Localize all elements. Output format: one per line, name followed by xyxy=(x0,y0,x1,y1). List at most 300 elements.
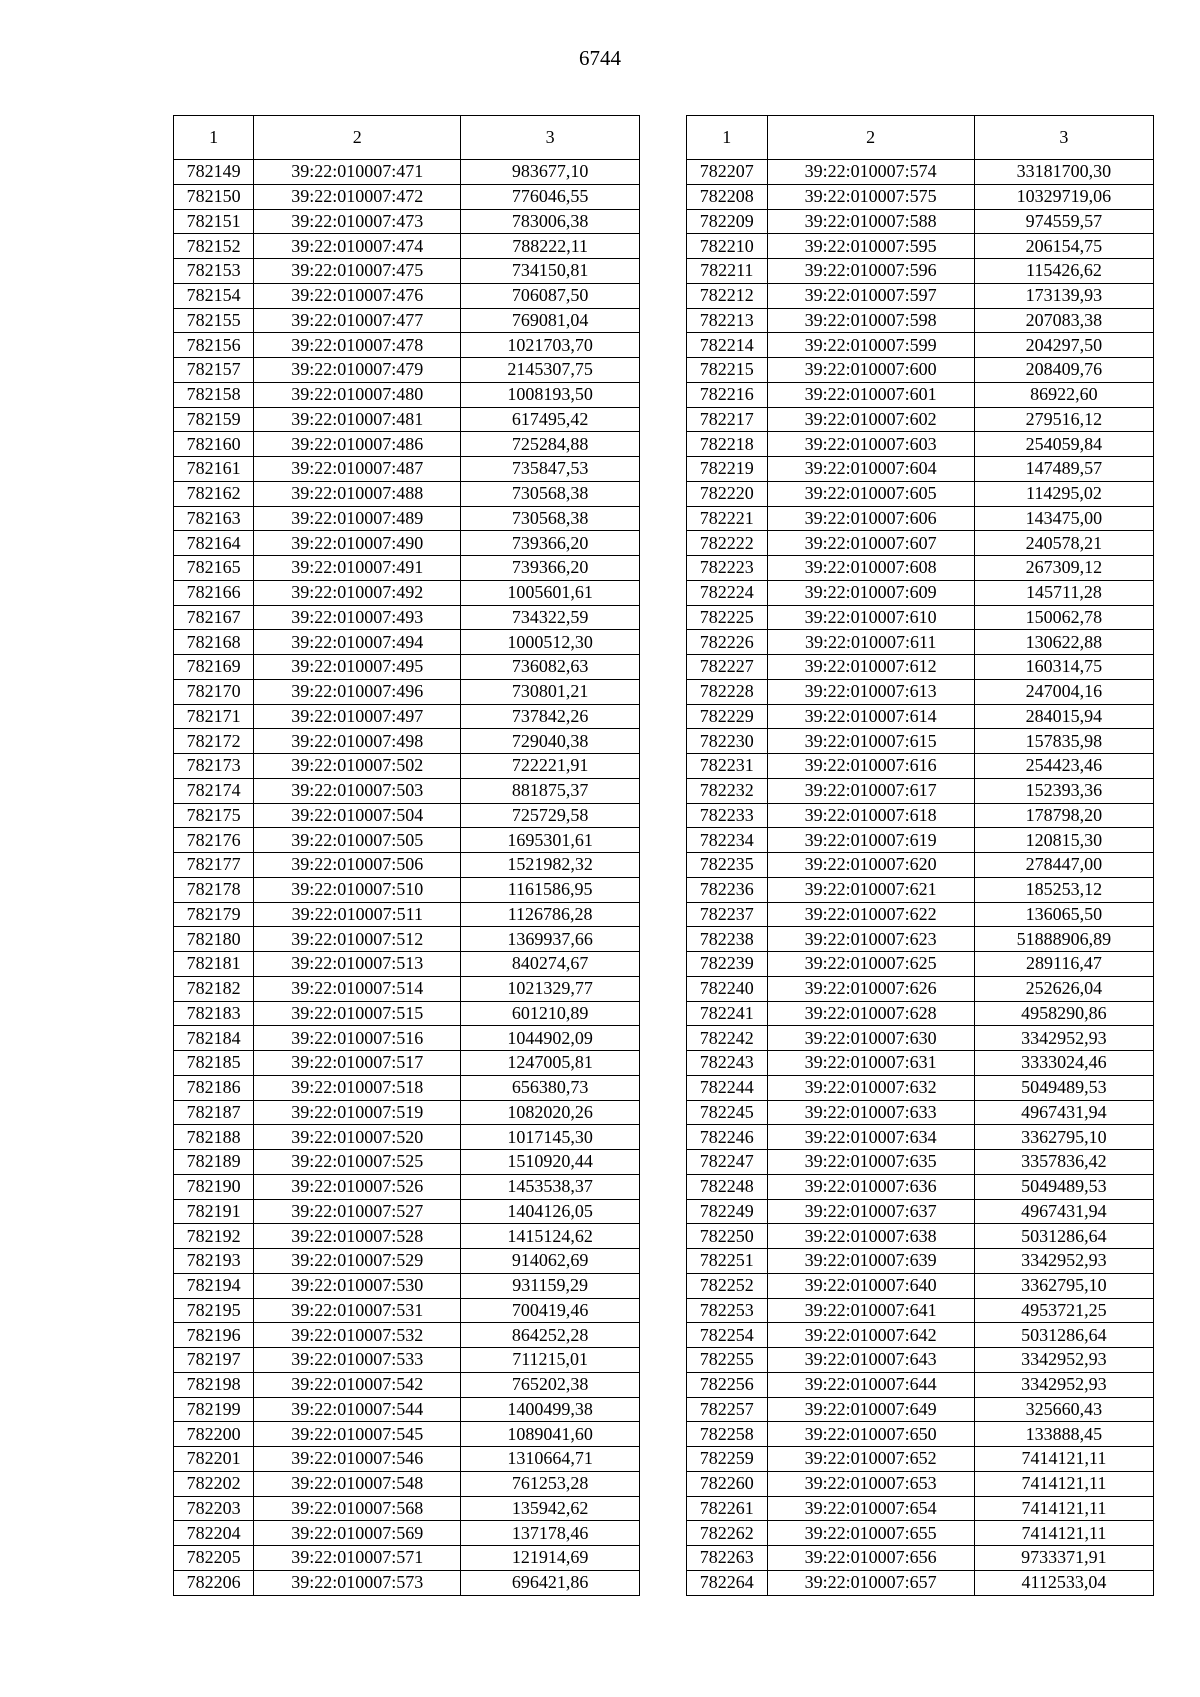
table-row xyxy=(174,481,640,506)
row-number-cell: 782256 xyxy=(687,1372,768,1397)
column-header: 3 xyxy=(974,116,1153,160)
value-cell: 3362795,10 xyxy=(974,1125,1153,1150)
table-row xyxy=(687,1372,1154,1397)
table-body xyxy=(174,160,640,1596)
row-number-cell: 782236 xyxy=(687,877,768,902)
value-cell: 254423,46 xyxy=(974,754,1153,779)
cadastral-number-cell: 39:22:010007:511 xyxy=(254,902,461,927)
value-cell: 185253,12 xyxy=(974,877,1153,902)
cadastral-number-cell: 39:22:010007:520 xyxy=(254,1125,461,1150)
table-row xyxy=(174,902,640,927)
row-number-cell: 782239 xyxy=(687,952,768,977)
row-number-cell: 782242 xyxy=(687,1026,768,1051)
row-number-cell: 782201 xyxy=(174,1447,254,1472)
row-number-cell: 782214 xyxy=(687,333,768,358)
value-cell: 4958290,86 xyxy=(974,1001,1153,1026)
row-number-cell: 782238 xyxy=(687,927,768,952)
cadastral-number-cell: 39:22:010007:514 xyxy=(254,976,461,1001)
column-header: 1 xyxy=(687,116,768,160)
cadastral-number-cell: 39:22:010007:575 xyxy=(767,184,974,209)
table-row xyxy=(687,1150,1154,1175)
row-number-cell: 782167 xyxy=(174,605,254,630)
row-number-cell: 782162 xyxy=(174,481,254,506)
row-number-cell: 782173 xyxy=(174,754,254,779)
value-cell: 735847,53 xyxy=(461,457,640,482)
row-number-cell: 782211 xyxy=(687,259,768,284)
table-row xyxy=(174,1372,640,1397)
value-cell: 137178,46 xyxy=(461,1521,640,1546)
value-cell: 204297,50 xyxy=(974,333,1153,358)
cadastral-number-cell: 39:22:010007:606 xyxy=(767,506,974,531)
value-cell: 730568,38 xyxy=(461,481,640,506)
table-row xyxy=(174,1273,640,1298)
value-cell: 736082,63 xyxy=(461,655,640,680)
row-number-cell: 782227 xyxy=(687,655,768,680)
table-row xyxy=(174,358,640,383)
table-row xyxy=(174,1199,640,1224)
value-cell: 739366,20 xyxy=(461,531,640,556)
value-cell: 9733371,91 xyxy=(974,1546,1153,1571)
table-row xyxy=(174,679,640,704)
cadastral-number-cell: 39:22:010007:596 xyxy=(767,259,974,284)
value-cell: 136065,50 xyxy=(974,902,1153,927)
value-cell: 7414121,11 xyxy=(974,1521,1153,1546)
value-cell: 5049489,53 xyxy=(974,1174,1153,1199)
table-row xyxy=(687,1125,1154,1150)
row-number-cell: 782229 xyxy=(687,704,768,729)
cadastral-number-cell: 39:22:010007:614 xyxy=(767,704,974,729)
table-row xyxy=(174,1323,640,1348)
table-header-row xyxy=(687,116,1154,160)
table-row xyxy=(687,1026,1154,1051)
cadastral-number-cell: 39:22:010007:619 xyxy=(767,828,974,853)
row-number-cell: 782264 xyxy=(687,1570,768,1595)
row-number-cell: 782261 xyxy=(687,1496,768,1521)
cadastral-number-cell: 39:22:010007:487 xyxy=(254,457,461,482)
row-number-cell: 782257 xyxy=(687,1397,768,1422)
value-cell: 3342952,93 xyxy=(974,1348,1153,1373)
value-cell: 1695301,61 xyxy=(461,828,640,853)
table-row xyxy=(174,1249,640,1274)
row-number-cell: 782235 xyxy=(687,853,768,878)
table-row xyxy=(174,828,640,853)
table-row xyxy=(687,160,1154,185)
cadastral-number-cell: 39:22:010007:517 xyxy=(254,1051,461,1076)
value-cell: 617495,42 xyxy=(461,407,640,432)
cadastral-number-cell: 39:22:010007:611 xyxy=(767,630,974,655)
cadastral-number-cell: 39:22:010007:525 xyxy=(254,1150,461,1175)
row-number-cell: 782172 xyxy=(174,729,254,754)
cadastral-number-cell: 39:22:010007:637 xyxy=(767,1199,974,1224)
row-number-cell: 782217 xyxy=(687,407,768,432)
cadastral-number-cell: 39:22:010007:631 xyxy=(767,1051,974,1076)
cadastral-number-cell: 39:22:010007:635 xyxy=(767,1150,974,1175)
cadastral-number-cell: 39:22:010007:650 xyxy=(767,1422,974,1447)
row-number-cell: 782191 xyxy=(174,1199,254,1224)
cadastral-number-cell: 39:22:010007:574 xyxy=(767,160,974,185)
row-number-cell: 782260 xyxy=(687,1471,768,1496)
row-number-cell: 782224 xyxy=(687,580,768,605)
row-number-cell: 782151 xyxy=(174,209,254,234)
column-header: 1 xyxy=(174,116,254,160)
value-cell: 173139,93 xyxy=(974,283,1153,308)
cadastral-number-cell: 39:22:010007:479 xyxy=(254,358,461,383)
row-number-cell: 782188 xyxy=(174,1125,254,1150)
cadastral-number-cell: 39:22:010007:621 xyxy=(767,877,974,902)
cadastral-number-cell: 39:22:010007:652 xyxy=(767,1447,974,1472)
cadastral-number-cell: 39:22:010007:486 xyxy=(254,432,461,457)
table-row xyxy=(174,952,640,977)
value-cell: 115426,62 xyxy=(974,259,1153,284)
value-cell: 656380,73 xyxy=(461,1075,640,1100)
value-cell: 289116,47 xyxy=(974,952,1153,977)
value-cell: 983677,10 xyxy=(461,160,640,185)
table-row xyxy=(687,1174,1154,1199)
table-body xyxy=(687,160,1154,1596)
table-row xyxy=(687,407,1154,432)
value-cell: 1369937,66 xyxy=(461,927,640,952)
row-number-cell: 782225 xyxy=(687,605,768,630)
cadastral-number-cell: 39:22:010007:655 xyxy=(767,1521,974,1546)
cadastral-number-cell: 39:22:010007:641 xyxy=(767,1298,974,1323)
value-cell: 1005601,61 xyxy=(461,580,640,605)
table-row xyxy=(174,234,640,259)
row-number-cell: 782244 xyxy=(687,1075,768,1100)
value-cell: 279516,12 xyxy=(974,407,1153,432)
cadastral-number-cell: 39:22:010007:595 xyxy=(767,234,974,259)
cadastral-number-cell: 39:22:010007:632 xyxy=(767,1075,974,1100)
value-cell: 1521982,32 xyxy=(461,853,640,878)
row-number-cell: 782190 xyxy=(174,1174,254,1199)
row-number-cell: 782169 xyxy=(174,655,254,680)
row-number-cell: 782189 xyxy=(174,1150,254,1175)
table-row xyxy=(687,1570,1154,1595)
value-cell: 152393,36 xyxy=(974,778,1153,803)
row-number-cell: 782263 xyxy=(687,1546,768,1571)
value-cell: 706087,50 xyxy=(461,283,640,308)
value-cell: 10329719,06 xyxy=(974,184,1153,209)
cadastral-number-cell: 39:22:010007:642 xyxy=(767,1323,974,1348)
value-cell: 4967431,94 xyxy=(974,1100,1153,1125)
value-cell: 160314,75 xyxy=(974,655,1153,680)
value-cell: 739366,20 xyxy=(461,556,640,581)
cadastral-number-cell: 39:22:010007:643 xyxy=(767,1348,974,1373)
cadastral-number-cell: 39:22:010007:526 xyxy=(254,1174,461,1199)
value-cell: 761253,28 xyxy=(461,1471,640,1496)
table-row xyxy=(687,655,1154,680)
row-number-cell: 782163 xyxy=(174,506,254,531)
row-number-cell: 782210 xyxy=(687,234,768,259)
cadastral-number-cell: 39:22:010007:532 xyxy=(254,1323,461,1348)
cadastral-number-cell: 39:22:010007:475 xyxy=(254,259,461,284)
row-number-cell: 782184 xyxy=(174,1026,254,1051)
cadastral-number-cell: 39:22:010007:512 xyxy=(254,927,461,952)
value-cell: 729040,38 xyxy=(461,729,640,754)
value-cell: 931159,29 xyxy=(461,1273,640,1298)
cadastral-number-cell: 39:22:010007:494 xyxy=(254,630,461,655)
cadastral-number-cell: 39:22:010007:510 xyxy=(254,877,461,902)
value-cell: 252626,04 xyxy=(974,976,1153,1001)
column-header: 2 xyxy=(767,116,974,160)
value-cell: 2145307,75 xyxy=(461,358,640,383)
cadastral-number-cell: 39:22:010007:626 xyxy=(767,976,974,1001)
value-cell: 114295,02 xyxy=(974,481,1153,506)
cadastral-number-cell: 39:22:010007:588 xyxy=(767,209,974,234)
cadastral-number-cell: 39:22:010007:497 xyxy=(254,704,461,729)
table-row xyxy=(687,1447,1154,1472)
value-cell: 143475,00 xyxy=(974,506,1153,531)
table-row xyxy=(174,877,640,902)
cadastral-number-cell: 39:22:010007:600 xyxy=(767,358,974,383)
table-row xyxy=(174,976,640,1001)
row-number-cell: 782255 xyxy=(687,1348,768,1373)
table-row xyxy=(687,902,1154,927)
row-number-cell: 782208 xyxy=(687,184,768,209)
value-cell: 734322,59 xyxy=(461,605,640,630)
value-cell: 776046,55 xyxy=(461,184,640,209)
cadastral-number-cell: 39:22:010007:609 xyxy=(767,580,974,605)
row-number-cell: 782153 xyxy=(174,259,254,284)
value-cell: 120815,30 xyxy=(974,828,1153,853)
row-number-cell: 782228 xyxy=(687,679,768,704)
table-row xyxy=(174,630,640,655)
row-number-cell: 782248 xyxy=(687,1174,768,1199)
cadastral-number-cell: 39:22:010007:613 xyxy=(767,679,974,704)
cadastral-number-cell: 39:22:010007:633 xyxy=(767,1100,974,1125)
cadastral-number-cell: 39:22:010007:506 xyxy=(254,853,461,878)
table-row xyxy=(174,506,640,531)
cadastral-number-cell: 39:22:010007:568 xyxy=(254,1496,461,1521)
value-cell: 700419,46 xyxy=(461,1298,640,1323)
row-number-cell: 782193 xyxy=(174,1249,254,1274)
table-row xyxy=(687,308,1154,333)
value-cell: 725729,58 xyxy=(461,803,640,828)
cadastral-number-cell: 39:22:010007:528 xyxy=(254,1224,461,1249)
value-cell: 696421,86 xyxy=(461,1570,640,1595)
value-cell: 730801,21 xyxy=(461,679,640,704)
cadastral-number-cell: 39:22:010007:598 xyxy=(767,308,974,333)
value-cell: 737842,26 xyxy=(461,704,640,729)
value-cell: 1310664,71 xyxy=(461,1447,640,1472)
table-row xyxy=(687,580,1154,605)
table-row xyxy=(174,283,640,308)
table-row xyxy=(687,382,1154,407)
table-row xyxy=(687,1348,1154,1373)
value-cell: 4967431,94 xyxy=(974,1199,1153,1224)
value-cell: 725284,88 xyxy=(461,432,640,457)
table-row xyxy=(174,184,640,209)
value-cell: 1008193,50 xyxy=(461,382,640,407)
cadastral-number-cell: 39:22:010007:504 xyxy=(254,803,461,828)
table-row xyxy=(174,1397,640,1422)
table-row xyxy=(687,259,1154,284)
cadastral-number-cell: 39:22:010007:515 xyxy=(254,1001,461,1026)
table-row xyxy=(687,828,1154,853)
row-number-cell: 782194 xyxy=(174,1273,254,1298)
cadastral-number-cell: 39:22:010007:630 xyxy=(767,1026,974,1051)
table-row xyxy=(174,1075,640,1100)
row-number-cell: 782150 xyxy=(174,184,254,209)
row-number-cell: 782152 xyxy=(174,234,254,259)
cadastral-number-cell: 39:22:010007:503 xyxy=(254,778,461,803)
table-row xyxy=(687,1273,1154,1298)
row-number-cell: 782252 xyxy=(687,1273,768,1298)
table-row xyxy=(687,704,1154,729)
value-cell: 254059,84 xyxy=(974,432,1153,457)
value-cell: 711215,01 xyxy=(461,1348,640,1373)
table-row xyxy=(174,160,640,185)
table-row xyxy=(687,1422,1154,1447)
value-cell: 3342952,93 xyxy=(974,1249,1153,1274)
value-cell: 881875,37 xyxy=(461,778,640,803)
row-number-cell: 782175 xyxy=(174,803,254,828)
cadastral-number-cell: 39:22:010007:488 xyxy=(254,481,461,506)
table-row xyxy=(687,1075,1154,1100)
value-cell: 1400499,38 xyxy=(461,1397,640,1422)
table-row xyxy=(687,1471,1154,1496)
table-row xyxy=(687,1323,1154,1348)
table-row xyxy=(174,209,640,234)
row-number-cell: 782176 xyxy=(174,828,254,853)
row-number-cell: 782216 xyxy=(687,382,768,407)
table-header-row xyxy=(174,116,640,160)
row-number-cell: 782197 xyxy=(174,1348,254,1373)
table-row xyxy=(174,531,640,556)
row-number-cell: 782192 xyxy=(174,1224,254,1249)
value-cell: 51888906,89 xyxy=(974,927,1153,952)
table-row xyxy=(687,283,1154,308)
table-row xyxy=(687,457,1154,482)
value-cell: 5031286,64 xyxy=(974,1224,1153,1249)
row-number-cell: 782174 xyxy=(174,778,254,803)
cadastral-number-cell: 39:22:010007:657 xyxy=(767,1570,974,1595)
table-row xyxy=(174,605,640,630)
value-cell: 150062,78 xyxy=(974,605,1153,630)
value-cell: 121914,69 xyxy=(461,1546,640,1571)
cadastral-number-cell: 39:22:010007:529 xyxy=(254,1249,461,1274)
row-number-cell: 782180 xyxy=(174,927,254,952)
cadastral-number-cell: 39:22:010007:473 xyxy=(254,209,461,234)
value-cell: 1017145,30 xyxy=(461,1125,640,1150)
cadastral-number-cell: 39:22:010007:544 xyxy=(254,1397,461,1422)
row-number-cell: 782262 xyxy=(687,1521,768,1546)
cadastral-number-cell: 39:22:010007:474 xyxy=(254,234,461,259)
row-number-cell: 782182 xyxy=(174,976,254,1001)
value-cell: 1247005,81 xyxy=(461,1051,640,1076)
row-number-cell: 782237 xyxy=(687,902,768,927)
row-number-cell: 782205 xyxy=(174,1546,254,1571)
value-cell: 240578,21 xyxy=(974,531,1153,556)
table-row xyxy=(687,803,1154,828)
cadastral-number-cell: 39:22:010007:513 xyxy=(254,952,461,977)
table-row xyxy=(174,1051,640,1076)
table-row xyxy=(687,1521,1154,1546)
value-cell: 247004,16 xyxy=(974,679,1153,704)
row-number-cell: 782199 xyxy=(174,1397,254,1422)
table-row xyxy=(174,1496,640,1521)
value-cell: 601210,89 xyxy=(461,1001,640,1026)
row-number-cell: 782178 xyxy=(174,877,254,902)
cadastral-number-cell: 39:22:010007:516 xyxy=(254,1026,461,1051)
cadastral-number-cell: 39:22:010007:610 xyxy=(767,605,974,630)
value-cell: 1082020,26 xyxy=(461,1100,640,1125)
row-number-cell: 782149 xyxy=(174,160,254,185)
cadastral-number-cell: 39:22:010007:545 xyxy=(254,1422,461,1447)
cadastral-number-cell: 39:22:010007:639 xyxy=(767,1249,974,1274)
value-cell: 145711,28 xyxy=(974,580,1153,605)
value-cell: 86922,60 xyxy=(974,382,1153,407)
table-row xyxy=(174,927,640,952)
table-row xyxy=(174,803,640,828)
value-cell: 4112533,04 xyxy=(974,1570,1153,1595)
value-cell: 765202,38 xyxy=(461,1372,640,1397)
row-number-cell: 782179 xyxy=(174,902,254,927)
row-number-cell: 782259 xyxy=(687,1447,768,1472)
table-row xyxy=(174,1471,640,1496)
row-number-cell: 782258 xyxy=(687,1422,768,1447)
cadastral-number-cell: 39:22:010007:623 xyxy=(767,927,974,952)
row-number-cell: 782240 xyxy=(687,976,768,1001)
cadastral-number-cell: 39:22:010007:612 xyxy=(767,655,974,680)
cadastral-number-cell: 39:22:010007:569 xyxy=(254,1521,461,1546)
row-number-cell: 782160 xyxy=(174,432,254,457)
row-number-cell: 782185 xyxy=(174,1051,254,1076)
table-row xyxy=(687,1001,1154,1026)
table-row xyxy=(687,952,1154,977)
row-number-cell: 782219 xyxy=(687,457,768,482)
table-row xyxy=(174,580,640,605)
table-row xyxy=(687,729,1154,754)
table-row xyxy=(687,679,1154,704)
table-row xyxy=(174,1100,640,1125)
table-row xyxy=(687,877,1154,902)
table-row xyxy=(687,853,1154,878)
table-row xyxy=(174,729,640,754)
cadastral-number-cell: 39:22:010007:531 xyxy=(254,1298,461,1323)
cadastral-number-cell: 39:22:010007:492 xyxy=(254,580,461,605)
value-cell: 1044902,09 xyxy=(461,1026,640,1051)
value-cell: 178798,20 xyxy=(974,803,1153,828)
table-row xyxy=(174,457,640,482)
page-number: 6744 xyxy=(579,46,621,70)
table-row xyxy=(174,259,640,284)
row-number-cell: 782212 xyxy=(687,283,768,308)
row-number-cell: 782243 xyxy=(687,1051,768,1076)
row-number-cell: 782166 xyxy=(174,580,254,605)
value-cell: 5049489,53 xyxy=(974,1075,1153,1100)
value-cell: 3357836,42 xyxy=(974,1150,1153,1175)
value-cell: 1415124,62 xyxy=(461,1224,640,1249)
row-number-cell: 782177 xyxy=(174,853,254,878)
table-row xyxy=(174,1348,640,1373)
table-row xyxy=(687,1249,1154,1274)
cadastral-number-cell: 39:22:010007:644 xyxy=(767,1372,974,1397)
row-number-cell: 782164 xyxy=(174,531,254,556)
cadastral-number-cell: 39:22:010007:617 xyxy=(767,778,974,803)
row-number-cell: 782170 xyxy=(174,679,254,704)
row-number-cell: 782161 xyxy=(174,457,254,482)
row-number-cell: 782156 xyxy=(174,333,254,358)
cadastral-number-cell: 39:22:010007:480 xyxy=(254,382,461,407)
value-cell: 840274,67 xyxy=(461,952,640,977)
cadastral-number-cell: 39:22:010007:493 xyxy=(254,605,461,630)
table-row xyxy=(687,1546,1154,1571)
table-row xyxy=(174,1174,640,1199)
row-number-cell: 782251 xyxy=(687,1249,768,1274)
row-number-cell: 782218 xyxy=(687,432,768,457)
row-number-cell: 782232 xyxy=(687,778,768,803)
table-row xyxy=(687,184,1154,209)
